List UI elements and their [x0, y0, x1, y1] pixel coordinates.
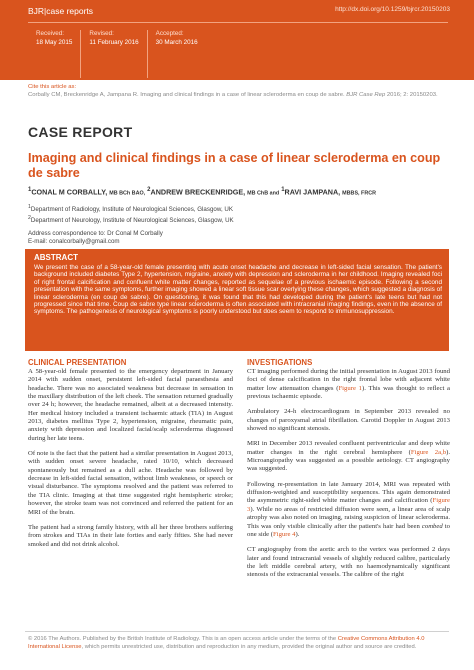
- author-2-sup: 2: [147, 187, 151, 193]
- email[interactable]: E-mail: conalcorbally@gmail.com: [28, 238, 120, 246]
- affiliation-2-sup: 2: [28, 215, 31, 222]
- citation-label: Cite this article as:: [28, 84, 77, 90]
- paragraph: Ambulatory 24-h electrocardiogram in September 2013 revealed no changes of paroxysmal atrial fibrillation. Carotid Doppler in August 2013 showed no significant stenosis.: [247, 408, 450, 433]
- figure-1-link[interactable]: Figure 1: [338, 384, 362, 392]
- accepted-value: 30 March 2016: [155, 38, 198, 46]
- author-2-quals: MB ChB and: [247, 190, 280, 197]
- publication-dates: [28, 30, 328, 78]
- author-3-sup: 1: [281, 187, 285, 193]
- text-run: MRI in December 2013 revealed confluent periventricular and deep white matter changes in the right cerebral hemisphere (: [247, 440, 450, 456]
- accepted-date: [147, 30, 206, 78]
- journal-name: BJR|case reports: [28, 6, 94, 16]
- affiliations: [28, 203, 448, 247]
- investigations-heading: INVESTIGATIONS: [247, 358, 313, 367]
- text-run: CT imaging performed during the initial presentation in August 2013 found foci of dense calcification in the right frontal lobe with adjacent white matter low attenuation changes (: [247, 368, 450, 392]
- citation-body: Corbally CM, Breckenridge A, Jampana R. Imaging and clinical findings in a case of linear scleroderma en coup de sabre.: [28, 91, 345, 98]
- author-3-quals: MBBS, FRCR: [342, 190, 377, 197]
- header-divider: [28, 22, 448, 23]
- citation-text: [28, 92, 448, 100]
- paragraph: [247, 368, 450, 401]
- text-run: combed: [421, 522, 443, 530]
- received-label: Received:: [36, 30, 65, 37]
- citation-journal: BJR Case Rep: [346, 91, 386, 98]
- affiliation-2-text: Department of Neurology, Institute of Neurological Sciences, Glasgow, UK: [30, 217, 234, 225]
- figure-3-link[interactable]: Figure 3: [247, 497, 450, 513]
- article-type: CASE REPORT: [28, 124, 133, 140]
- text-run: to one side (: [247, 522, 451, 538]
- author-2-name: ANDREW BRECKENRIDGE,: [150, 187, 246, 197]
- text-run: ).: [295, 530, 300, 538]
- affiliation-1-sup: 1: [28, 204, 31, 210]
- author-list: [28, 186, 458, 198]
- text-run: ). Microangiopathy was suggested as a possible aetiology. CT angiography was suggested.: [247, 448, 451, 473]
- text-run: Following re-presentation in late January 2014, MRI was repeated with diffusion-weighted and susceptibility sequences. This again demonstrated the asymmetric right-sided white matter changes and calcification (: [247, 480, 450, 505]
- license-link[interactable]: Creative Commons Attribution 4.0 International License: [28, 636, 425, 650]
- received-date: [28, 30, 80, 78]
- right-column: [247, 368, 450, 587]
- revised-date: [80, 30, 146, 78]
- author-1-name: CONAL M CORBALLY,: [31, 187, 108, 197]
- revised-value: 11 February 2016: [89, 38, 139, 46]
- paragraph: Of note is the fact that the patient had a similar presentation in August 2013, with sudden onset severe headache, rated 10/10, which decreased spontaneously but remained as a dull ache. Headache was followed by decrease in left-sided facial sensation, without limb weakness, or speech or visual disturbance. The symptoms resolved and the patient was referred to the TIA clinic. Imaging at that time suggested right hemispheric stroke; however, the stroke team was not convinced and referred the patient for an MRI of the brain.: [28, 450, 233, 516]
- clinical-presentation-heading: CLINICAL PRESENTATION: [28, 358, 127, 367]
- left-column: [28, 368, 233, 556]
- correspondence: Address correspondence to: Dr Conal M Corbally: [28, 229, 163, 237]
- abstract-heading: ABSTRACT: [34, 253, 78, 262]
- affiliation-2: [28, 214, 448, 225]
- text-run: ). This was thought to reflect a previous ischaemic episode.: [247, 384, 451, 401]
- figure-4-link[interactable]: Figure 4: [273, 530, 296, 538]
- footer-divider: [25, 631, 449, 632]
- affiliation-1-text: Department of Radiology, Institute of Neurological Sciences, Glasgow, UK: [30, 206, 233, 214]
- article-title: Imaging and clinical findings in a case of linear scleroderma en coup de sabre: [28, 151, 441, 180]
- paragraph: CT angiography from the aortic arch to the vertex was performed 2 days later and found intracranial vessels of slightly reduced calibre, particularly the left middle cerebral artery, with no haemodynamically significant stenosis of the extracranial vessels. The calibre of the right: [247, 546, 450, 579]
- affiliation-1: [28, 203, 448, 214]
- author-1-sup: 1: [28, 187, 32, 193]
- accepted-label: Accepted:: [155, 30, 184, 37]
- abstract-text: We present the case of a 58-year-old female presenting with acute onset headache and decrease in left-sided facial sensation. The patient's background included diabetes Type 2, hypertension, migraine, anxiety with depression and scleroderma in her childhood. Imaging revealed foci of right frontal calcification and confluent white matter changes, reported as sequelae of a previous ischaemic episode. Following a second presentation with the same symptoms, further imaging showed a linear soft tissue scar overlying these changes, which suggested a diagnosis of linear scleroderma (en coup de sabre). On questioning, it was found that this had developed during the patient's late teens but had not progressed since that time. Coup de sabre type linear scleroderma is often associated with intracranial imaging findings, even in the absence of symptoms. The pathogenesis of neurological symptoms is poorly understood but does seem to respond to immunosuppression.: [34, 264, 442, 316]
- author-3-name: RAVI JAMPANA,: [284, 187, 341, 197]
- figure-2-link[interactable]: Figure 2a,b: [410, 448, 447, 456]
- author-1-quals: MB BCh BAO,: [109, 190, 146, 197]
- abstract-box: [25, 249, 449, 351]
- paragraph: The patient had a strong family history, with all her three brothers suffering from strokes and TIAs in their late forties and early fifties. She had never smoked and did not drink alcohol.: [28, 523, 233, 548]
- doi-link[interactable]: http://dx.doi.org/10.1259/bjrcr.20150203: [335, 6, 450, 13]
- received-value: 18 May 2015: [36, 38, 73, 46]
- paragraph: A 58-year-old female presented to the emergency department in January 2014 with sudden onset, persistent left-sided facial paraesthesia and headache. There was no associated weakness but decrease in sensation in the maxillary distribution of the left cheek. The sensation returned gradually over 24 h; however, the headache remained, albeit at a decreased intensity. Her medical history included a transient ischaemic attack (TIA) in August 2013, diabetes mellitus Type 2, hypertension, migraine, rheumatic pain, anxiety with depression and localized facial/scalp scleroderma diagnosed during her late teens.: [28, 368, 233, 442]
- citation: [28, 84, 448, 99]
- paragraph: [247, 440, 450, 473]
- revised-label: Revised:: [89, 30, 114, 37]
- text-run: , which permits unrestricted use, distribution and reproduction in any medium, provided the original author and source are credited.: [81, 643, 417, 650]
- text-run: ). While no areas of restricted diffusion were seen, a linear area of scalp atrophy was also noted on imaging, raising suspicion of linear scleroderma. This was only visible clinically after the patient's hair had been: [247, 505, 450, 530]
- text-run: © 2016 The Authors. Published by the British Institute of Radiology. This is an open access article under the terms of the: [28, 636, 338, 642]
- license-footer: [28, 636, 448, 651]
- paragraph: [247, 481, 450, 539]
- citation-volume: 2016; 2: 20150203.: [386, 91, 438, 98]
